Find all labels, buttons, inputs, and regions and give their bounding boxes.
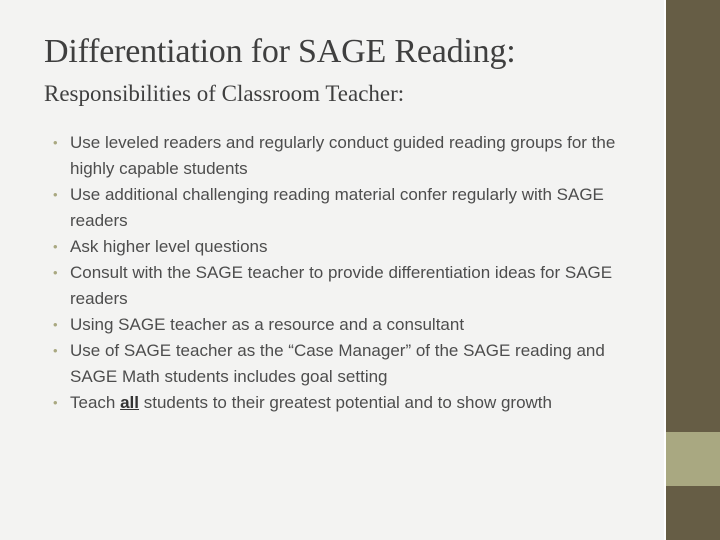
bullet-dot-icon: • — [53, 239, 58, 254]
bullet-dot-icon: • — [53, 317, 58, 332]
bullet-item — [50, 130, 650, 182]
bullet-text-after: students to their greatest potential and to show growth — [139, 393, 552, 412]
bullet-dot-icon: • — [53, 343, 58, 358]
bullet-text: Ask higher level questions — [70, 237, 268, 256]
bullet-item — [50, 182, 650, 234]
bullet-text: Using SAGE teacher as a resource and a consultant — [70, 315, 465, 334]
bullet-text: Use additional challenging reading material confer regularly with SAGE readers — [70, 185, 604, 230]
bullet-dot-icon: • — [53, 395, 58, 410]
bullet-item — [50, 390, 650, 416]
bullet-item — [50, 260, 650, 312]
bullet-text: Use leveled readers and regularly conduct guided reading groups for the highly capable students — [70, 133, 616, 178]
bullet-dot-icon: • — [53, 187, 58, 202]
sidebar-accent-block — [666, 432, 720, 486]
slide-subtitle: Responsibilities of Classroom Teacher: — [44, 81, 405, 106]
bullet-text: Use of SAGE teacher as the “Case Manager” of the SAGE reading and SAGE Math students includes goal setting — [70, 341, 605, 386]
bullet-text: Consult with the SAGE teacher to provide differentiation ideas for SAGE readers — [70, 263, 613, 308]
bullet-dot-icon: • — [53, 265, 58, 280]
bullet-item — [50, 338, 650, 390]
bullet-item — [50, 312, 650, 338]
bullet-item — [50, 234, 650, 260]
bullet-emphasis-all: all — [120, 393, 139, 412]
slide-title: Differentiation for SAGE Reading: — [44, 33, 516, 70]
sidebar-band-bottom — [666, 486, 720, 540]
sidebar-divider — [664, 0, 666, 540]
bullet-list — [50, 130, 650, 416]
bullet-dot-icon: • — [53, 135, 58, 150]
bullet-text-before: Teach — [70, 393, 121, 412]
sidebar-band-top — [666, 0, 720, 432]
